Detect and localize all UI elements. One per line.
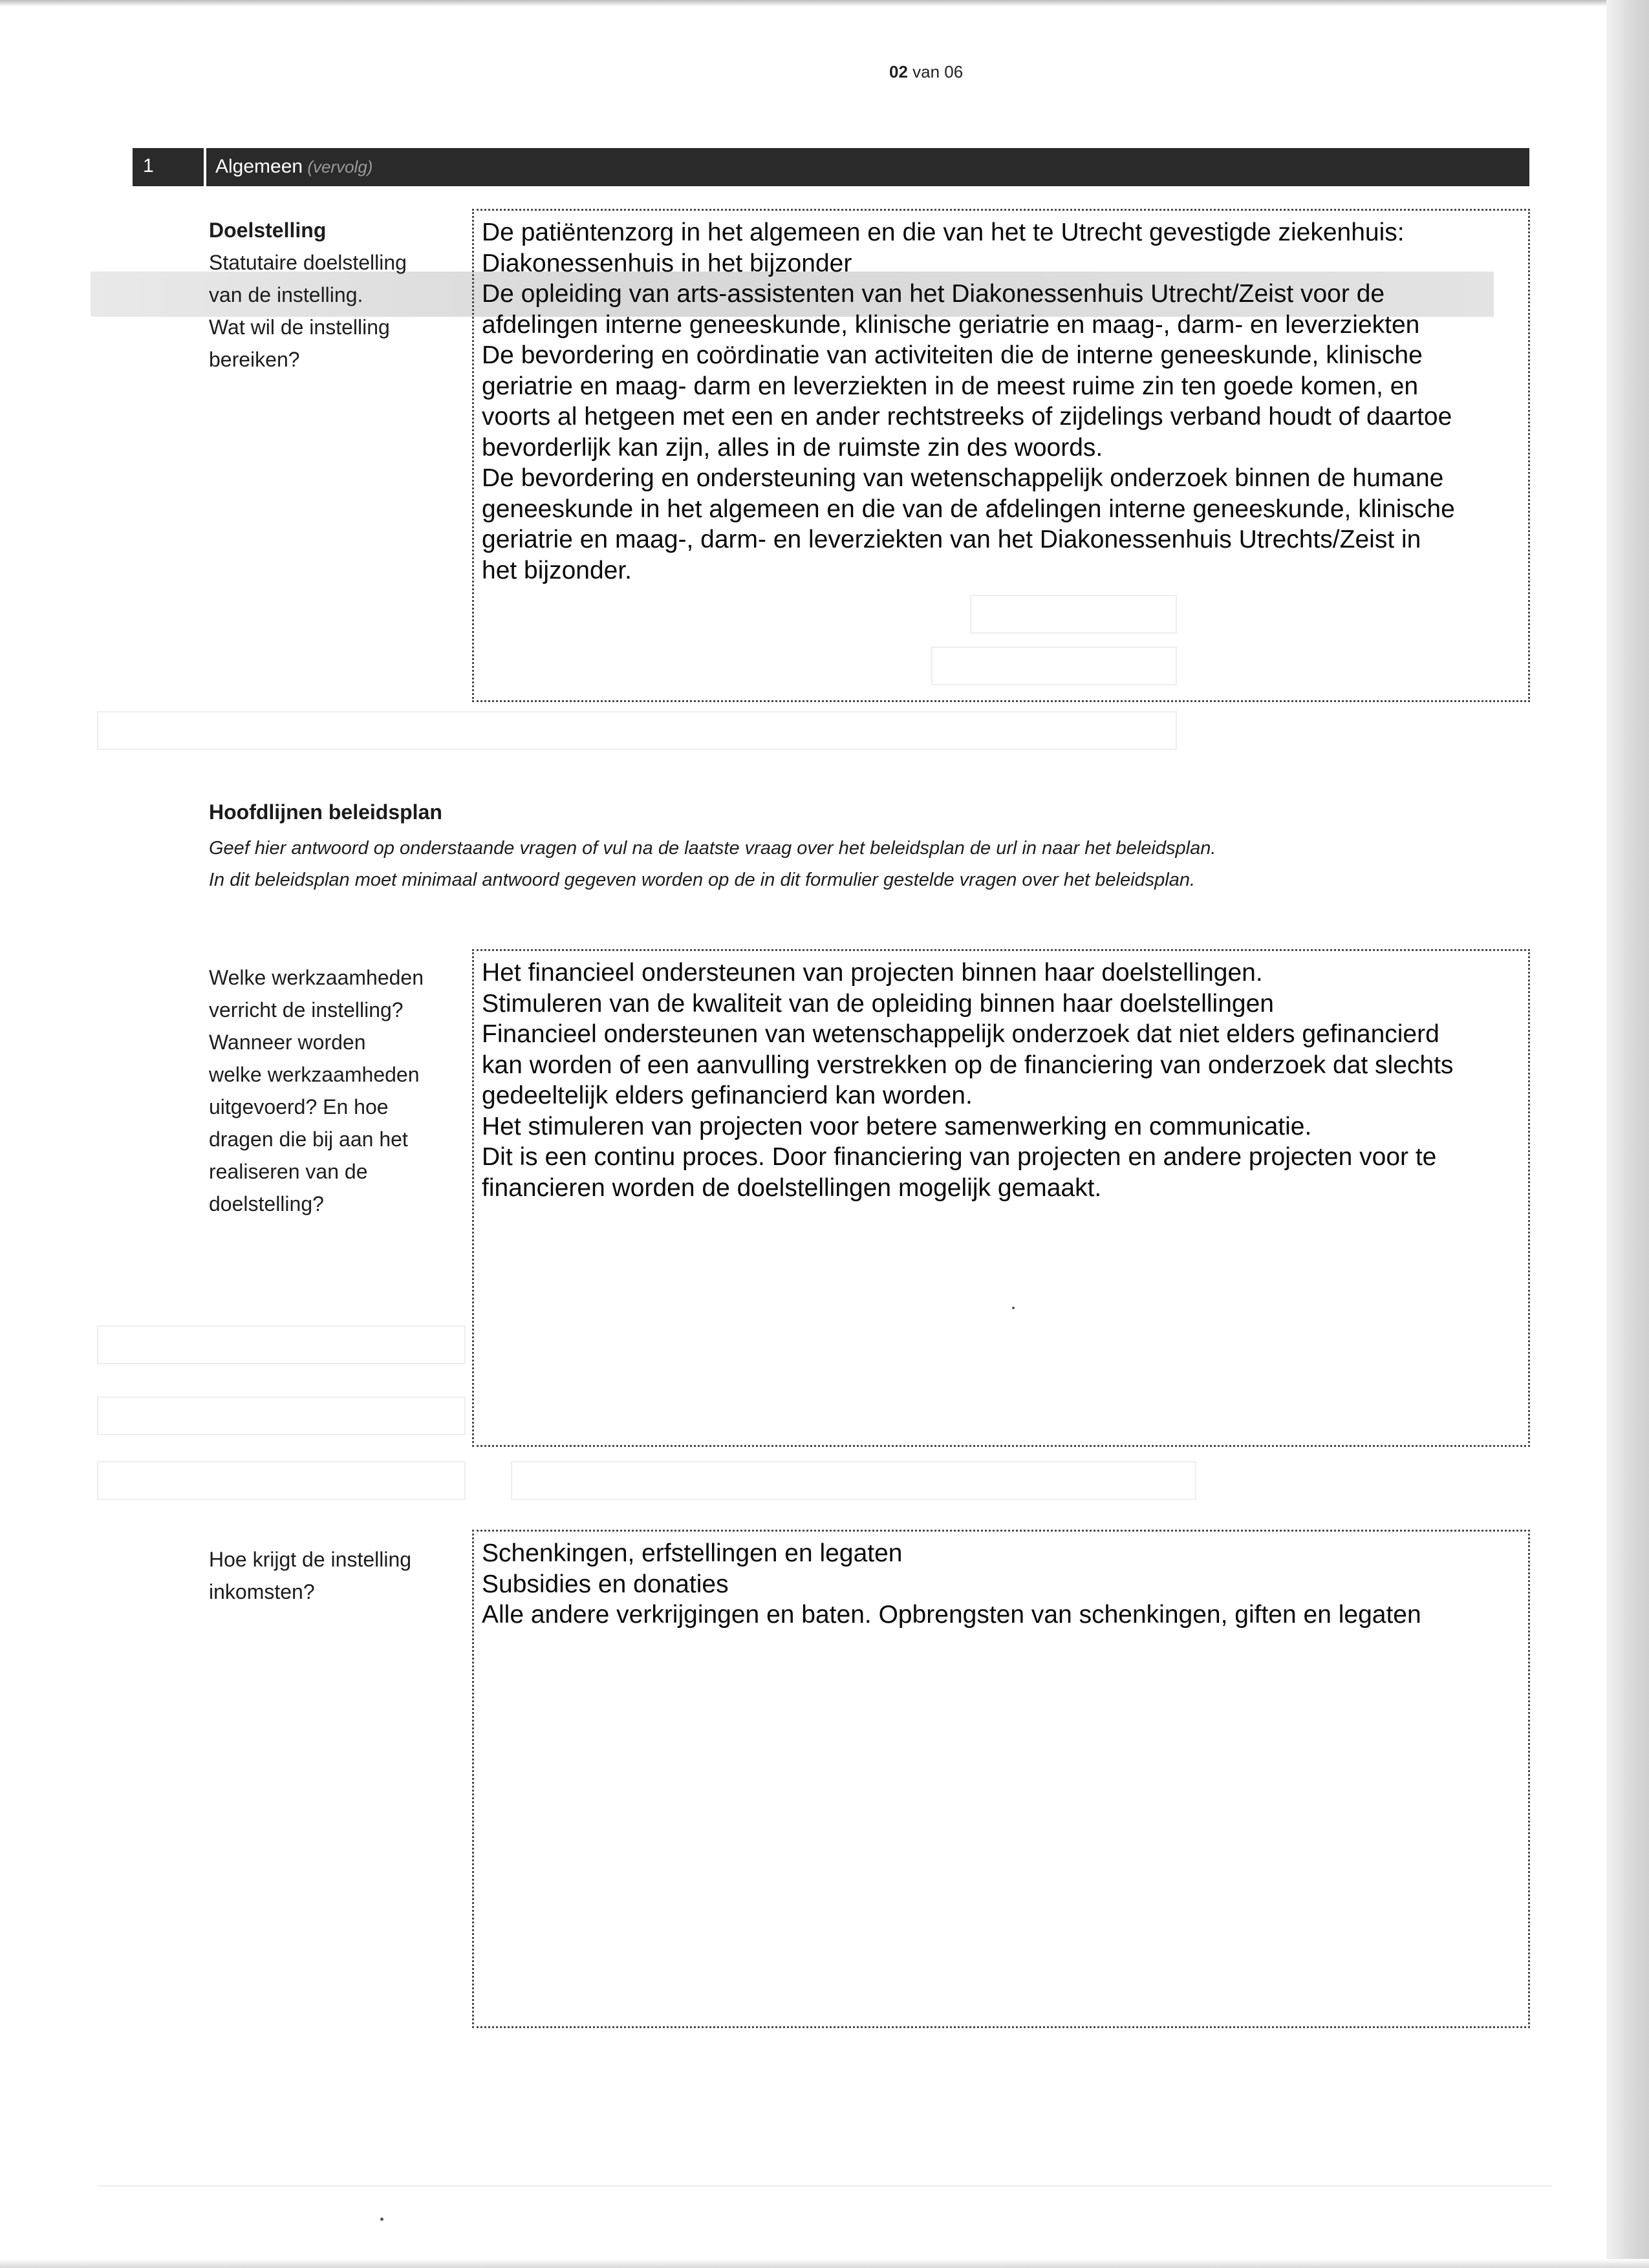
inkomsten-label-line: inkomsten?	[209, 1580, 315, 1603]
bleed-through-field	[97, 1461, 466, 1500]
werkzaamheden-label-line: welke werkzaamheden	[209, 1063, 420, 1086]
answer-line: geriatrie en maag-, darm- en leverziekten van het Diakonessenhuis Utrechts/Zeist in	[482, 526, 1421, 553]
bleed-through-field	[511, 1461, 1196, 1500]
section-title-suffix: (vervolg)	[303, 157, 373, 177]
werkzaamheden-answer-text	[474, 951, 1528, 1210]
answer-line: Financieel ondersteunen van wetenschappelijk onderzoek dat niet elders gefinancierd	[482, 1020, 1439, 1048]
answer-line: Het financieel ondersteunen van projecten binnen haar doelstellingen.	[482, 959, 1263, 987]
bleed-through-field	[97, 711, 1177, 750]
answer-line: voorts al hetgeen met een en ander rechtstreeks of zijdelings verband houdt of daartoe	[482, 403, 1452, 431]
scan-edge-bottom	[0, 2259, 1649, 2268]
werkzaamheden-label	[209, 961, 468, 1220]
answer-line: bevorderlijk kan zijn, alles in de ruimste zin des woords.	[482, 433, 1103, 462]
answer-line: Subsidies en donaties	[482, 1570, 729, 1598]
inkomsten-label	[209, 1543, 468, 1608]
doelstelling-label-line: bereiken?	[209, 348, 300, 371]
section-divider	[204, 148, 206, 186]
answer-line: Diakonessenhuis in het bijzonder	[482, 249, 852, 277]
answer-line: De patiëntenzorg in het algemeen en die van het te Utrecht gevestigde ziekenhuis:	[482, 219, 1405, 246]
answer-line: De opleiding van arts-assistenten van het Diakonessenhuis Utrecht/Zeist voor de	[482, 280, 1385, 308]
bleed-through-field	[97, 1396, 466, 1435]
werkzaamheden-label-line: doelstelling?	[209, 1192, 324, 1215]
werkzaamheden-answer-field[interactable]	[472, 949, 1530, 1447]
answer-line: Dit is een continu proces. Door financiering van projecten en andere projecten voor te	[482, 1143, 1437, 1171]
page-number	[889, 62, 963, 82]
page-number-current: 02	[889, 62, 908, 81]
section-title-main: Algemeen	[215, 156, 303, 177]
answer-line: Schenkingen, erfstellingen en legaten	[482, 1539, 903, 1567]
answer-line: De bevordering en ondersteuning van wetenschappelijk onderzoek binnen de humane	[482, 464, 1444, 492]
doelstelling-answer-field[interactable]	[472, 209, 1530, 702]
page-number-total: van 06	[907, 62, 964, 81]
inkomsten-answer-text	[474, 1532, 1528, 1637]
answer-line: gedeeltelijk elders gefinancierd kan worden.	[482, 1082, 973, 1109]
werkzaamheden-label-line: Wanneer worden	[209, 1031, 366, 1054]
answer-line: De bevordering en coördinatie van activiteiten die de interne geneeskunde, klinische	[482, 341, 1423, 369]
doelstelling-label	[209, 214, 468, 376]
section-number: 1	[143, 155, 154, 177]
answer-line: Het stimuleren van projecten voor betere samenwerking en communicatie.	[482, 1112, 1312, 1140]
werkzaamheden-label-line: realiseren van de	[209, 1160, 368, 1183]
answer-line: kan worden of een aanvulling verstrekken op de financiering van onderzoek dat slechts	[482, 1051, 1454, 1079]
beleidsplan-title: Hoofdlijnen beleidsplan	[209, 800, 442, 824]
doelstelling-answer-text	[474, 211, 1528, 592]
doelstelling-title: Doelstelling	[209, 219, 327, 242]
section-title	[215, 148, 372, 186]
inkomsten-answer-field[interactable]	[472, 1530, 1530, 2028]
beleidsplan-note: Geef hier antwoord op onderstaande vragen of vul na de laatste vraag over het beleidsplan de url in naar het beleidsplan.	[209, 838, 1216, 859]
doelstelling-label-line: Statutaire doelstelling	[209, 251, 407, 274]
doelstelling-label-line: van de instelling.	[209, 283, 363, 306]
answer-line: het bijzonder.	[482, 556, 632, 584]
inkomsten-label-line: Hoe krijgt de instelling	[209, 1548, 412, 1571]
answer-line: geneeskunde in het algemeen en die van de afdelingen interne geneeskunde, klinische	[482, 495, 1455, 523]
bleed-through-line	[97, 2185, 1552, 2187]
werkzaamheden-label-line: uitgevoerd? En hoe	[209, 1095, 389, 1118]
answer-line: geriatrie en maag- darm en leverziekten in de meest ruime zin ten goede komen, en	[482, 372, 1419, 400]
scan-edge-top	[0, 0, 1649, 6]
answer-line: Stimuleren van de kwaliteit van de opleiding binnen haar doelstellingen	[482, 989, 1274, 1018]
werkzaamheden-label-line: Welke werkzaamheden	[209, 966, 424, 989]
doelstelling-label-line: Wat wil de instelling	[209, 316, 390, 339]
werkzaamheden-label-line: verricht de instelling?	[209, 998, 404, 1022]
scan-speck	[380, 2218, 383, 2221]
answer-line: Alle andere verkrijgingen en baten. Opbrengsten van schenkingen, giften en legaten	[482, 1601, 1421, 1629]
section-header-bar	[133, 148, 1529, 186]
beleidsplan-note: In dit beleidsplan moet minimaal antwoord gegeven worden op de in dit formulier gestelde vragen over het beleidsplan.	[209, 870, 1196, 890]
bleed-through-field	[97, 1325, 466, 1364]
answer-line: financieren worden de doelstellingen mogelijk gemaakt.	[482, 1173, 1102, 1202]
scan-edge-right	[1606, 0, 1649, 2268]
scan-speck	[1012, 1307, 1015, 1309]
answer-line: afdelingen interne geneeskunde, klinische geriatrie en maag-, darm- en leverziekten	[482, 310, 1420, 339]
werkzaamheden-label-line: dragen die bij aan het	[209, 1128, 408, 1151]
